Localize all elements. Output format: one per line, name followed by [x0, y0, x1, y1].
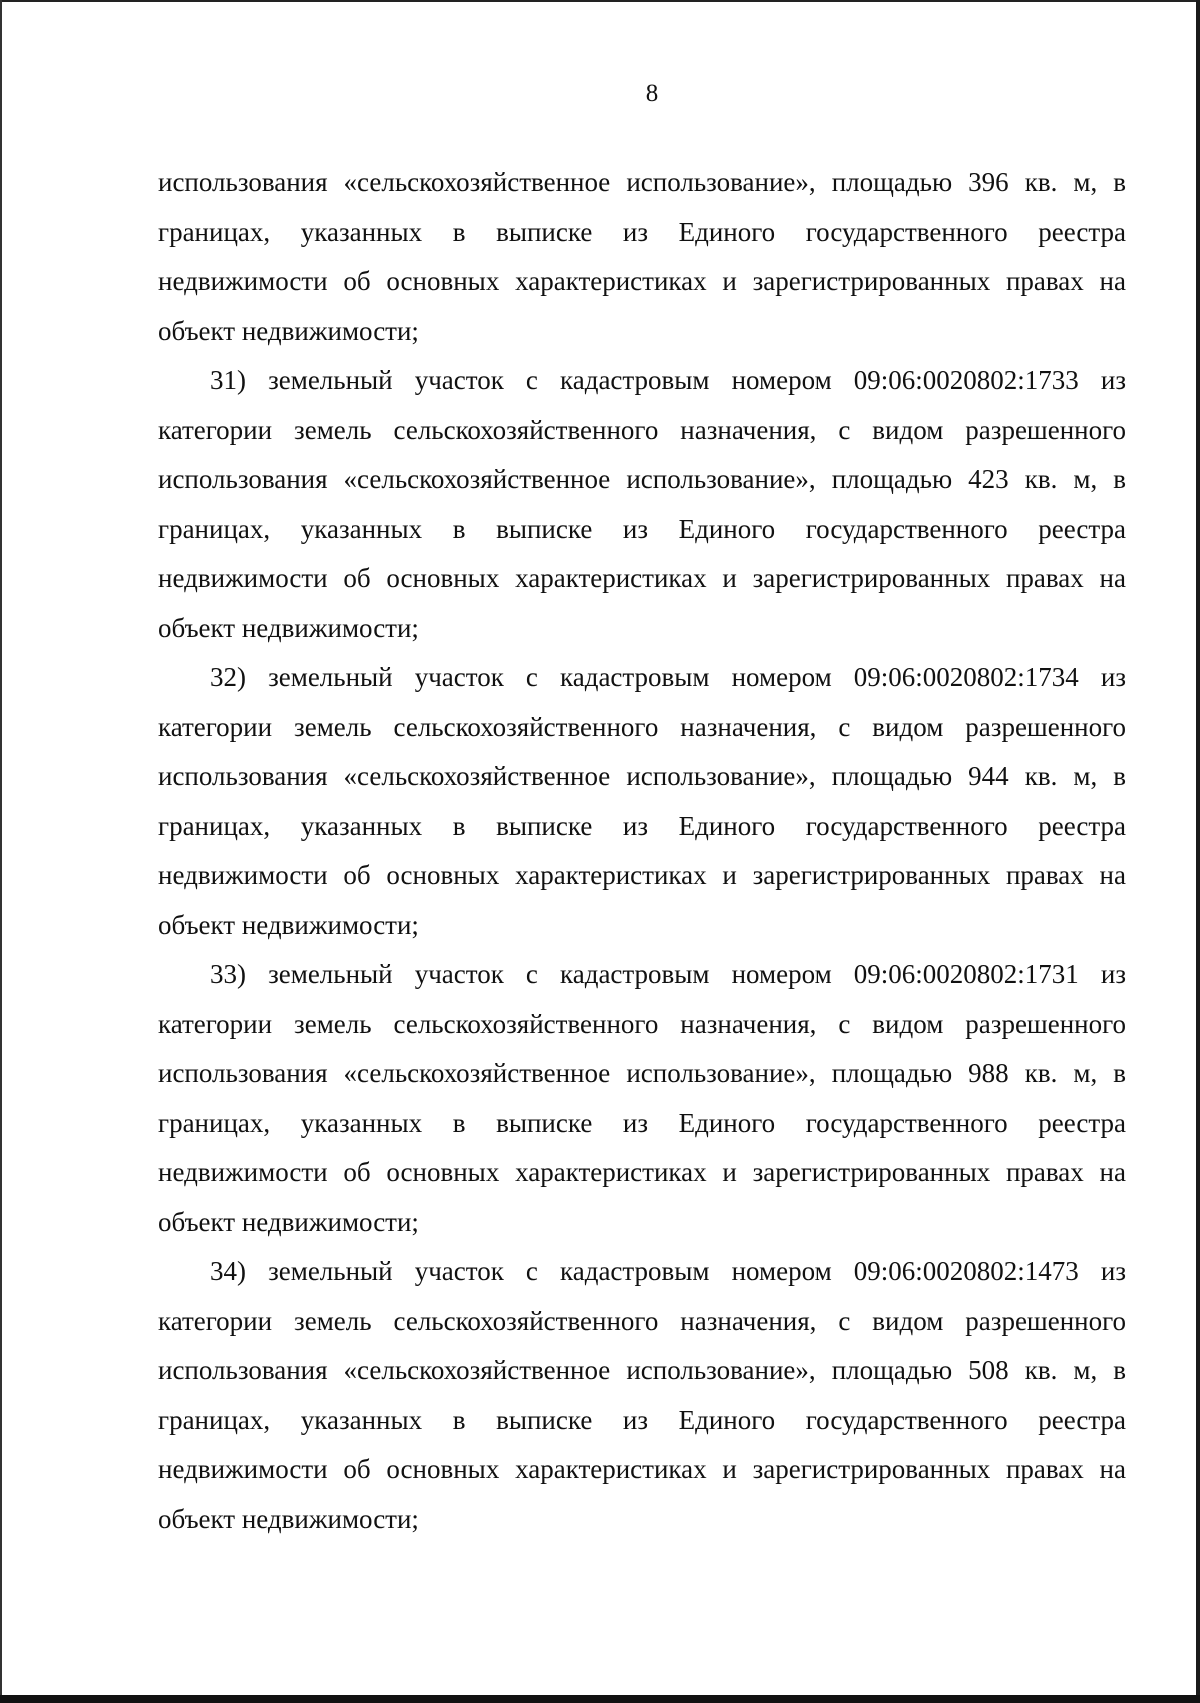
scan-border-right — [1196, 0, 1200, 1703]
scan-border-left — [0, 0, 2, 1703]
list-item-31: 31) земельный участок с кадастровым номером 09:06:0020802:1733 из категории земель сельскохозяйственного назначения, с видом разрешенного использования «сельскохозяйственное использование», площадью 423 кв. м, в границах, указанных в выписке из Единого государственного реестра недвижимости об основных характеристиках и зарегистрированных правах на объект недвижимости; — [158, 365, 1126, 643]
list-item-32: 32) земельный участок с кадастровым номером 09:06:0020802:1734 из категории земель сельскохозяйственного назначения, с видом разрешенного использования «сельскохозяйственное использование», площадью 944 кв. м, в границах, указанных в выписке из Единого государственного реестра недвижимости об основных характеристиках и зарегистрированных правах на объект недвижимости; — [158, 662, 1126, 940]
scan-border-bottom — [0, 1695, 1200, 1703]
list-item-33: 33) земельный участок с кадастровым номером 09:06:0020802:1731 из категории земель сельскохозяйственного назначения, с видом разрешенного использования «сельскохозяйственное использование», площадью 988 кв. м, в границах, указанных в выписке из Единого государственного реестра недвижимости об основных характеристиках и зарегистрированных правах на объект недвижимости; — [158, 959, 1126, 1237]
continuation-paragraph: использования «сельскохозяйственное использование», площадью 396 кв. м, в границах, указанных в выписке из Единого государственного реестра недвижимости об основных характеристиках и зарегистрированных правах на объект недвижимости; — [158, 167, 1126, 346]
document-page — [158, 70, 1126, 1544]
page-number: 8 — [645, 80, 659, 107]
list-item-34: 34) земельный участок с кадастровым номером 09:06:0020802:1473 из категории земель сельскохозяйственного назначения, с видом разрешенного использования «сельскохозяйственное использование», площадью 508 кв. м, в границах, указанных в выписке из Единого государственного реестра недвижимости об основных характеристиках и зарегистрированных правах на объект недвижимости; — [158, 1256, 1126, 1534]
scan-border-top — [0, 0, 1200, 2]
